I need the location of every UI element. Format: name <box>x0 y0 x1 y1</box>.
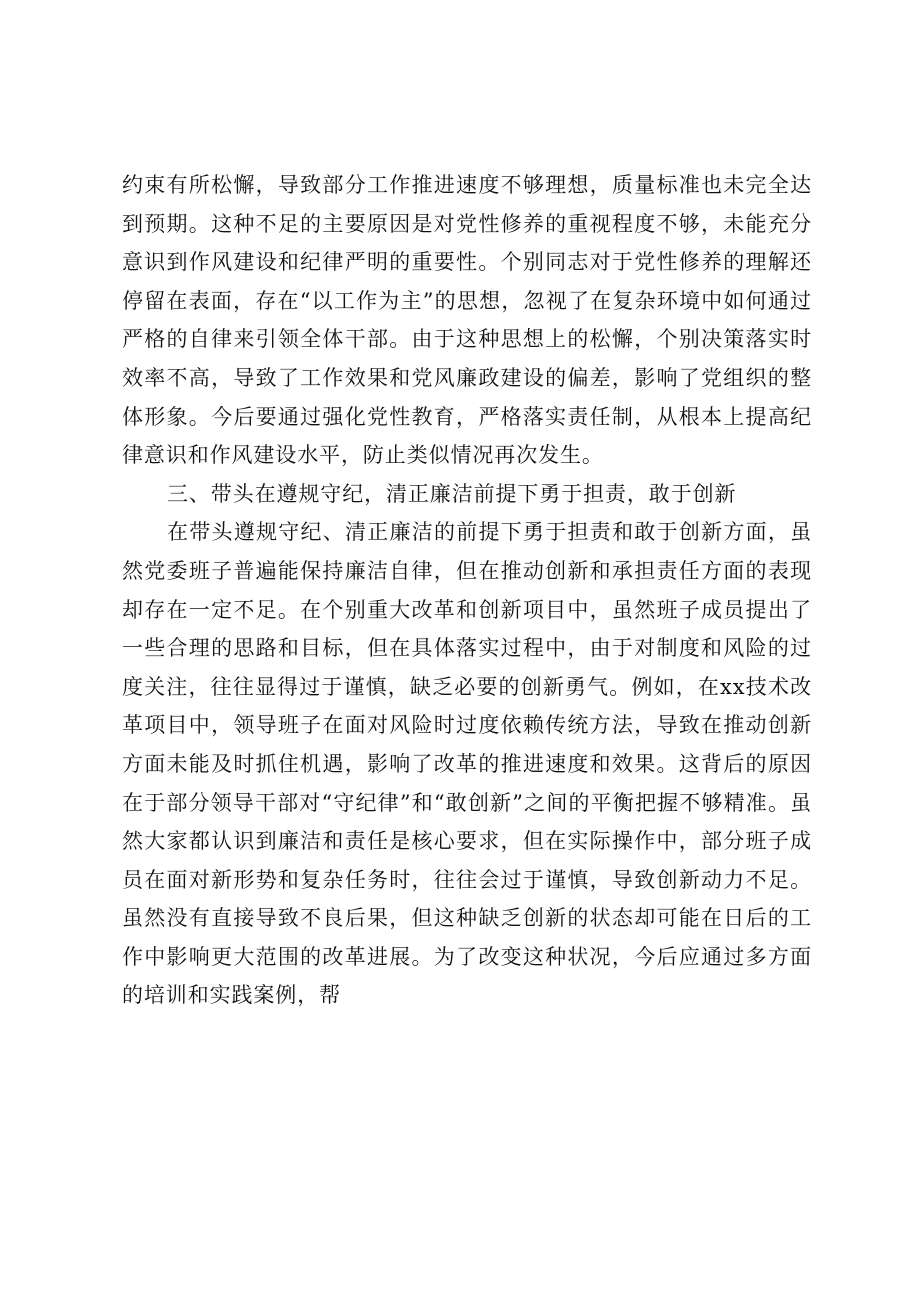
paragraph-section-3-body: 在带头遵规守纪、清正廉洁的前提下勇于担责和敢于创新方面，虽然党委班子普遍能保持廉洁自律，但在推动创新和承担责任方面的表现却存在一定不足。在个别重大改革和创新项目中，虽然班子成员提出了一些合理的思路和目标，但在具体落实过程中，由于对制度和风险的过度关注，往往显得过于谨慎，缺乏必要的创新勇气。例如，在xx技术改革项目中，领导班子在面对风险时过度依赖传统方法，导致在推动创新方面未能及时抓住机遇，影响了改革的推进速度和效果。这背后的原因在于部分领导干部对“守纪律”和“敢创新”之间的平衡把握不够精准。虽然大家都认识到廉洁和责任是核心要求，但在实际操作中，部分班子成员在面对新形势和复杂任务时，往往会过于谨慎，导致创新动力不足。虽然没有直接导致不良后果，但这种缺乏创新的状态却可能在日后的工作中影响更大范围的改革进展。为了改变这种状况，今后应通过多方面的培训和实践案例，帮 <box>122 520 812 1008</box>
document-body <box>122 166 812 1015</box>
section-heading-3: 三、带头在遵规守纪，清正廉洁前提下勇于担责，敢于创新 <box>167 481 737 506</box>
paragraph-continued: 约束有所松懈，导致部分工作推进速度不够理想，质量标准也未完全达到预期。这种不足的主要原因是对党性修养的重视程度不够，未能充分意识到作风建设和纪律严明的重要性。个别同志对于党性修养的理解还停留在表面，存在“以工作为主”的思想，忽视了在复杂环境中如何通过严格的自律来引领全体干部。由于这种思想上的松懈，个别决策落实时效率不高，导致了工作效果和党风廉政建设的偏差，影响了党组织的整体形象。今后要通过强化党性教育，严格落实责任制，从根本上提高纪律意识和作风建设水平，防止类似情况再次发生。 <box>122 173 812 468</box>
